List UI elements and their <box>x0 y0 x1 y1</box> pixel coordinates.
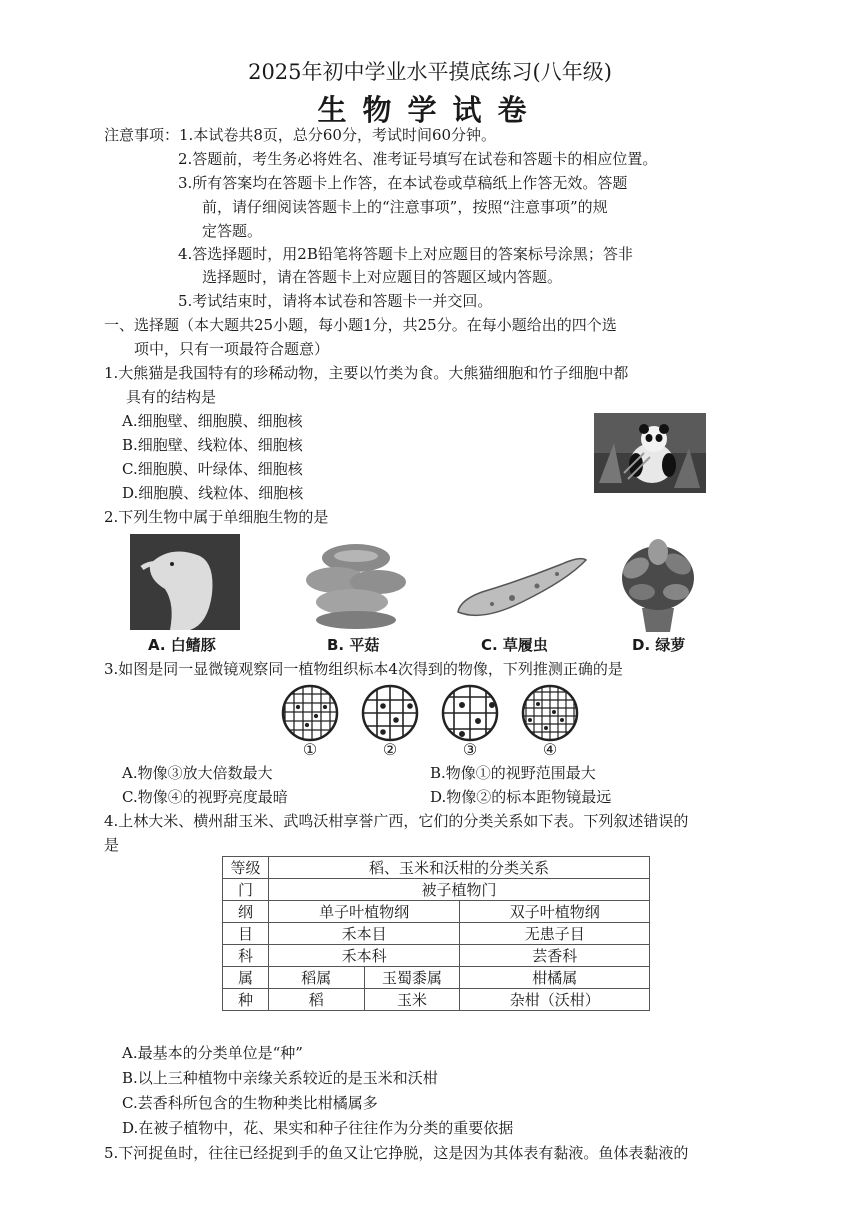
q2-caption-b: B. 平菇 <box>327 636 380 654</box>
notes-block <box>104 124 496 146</box>
q1-stem-line2: 具有的结构是 <box>126 388 217 406</box>
q1-option-b: B.细胞壁、线粒体、细胞核 <box>122 436 303 454</box>
note-2: 2.答题前，考生务必将姓名、准考证号填写在试卷和答题卡的相应位置。 <box>178 150 658 168</box>
q3-option-a: A.物像③放大倍数最大 <box>122 764 273 782</box>
table-cell: 稻属 <box>268 967 364 989</box>
table-cell: 玉米 <box>364 989 460 1011</box>
q2-caption-a: A. 白鳍豚 <box>148 636 216 654</box>
q3-stem: 3.如图是同一显微镜观察同一植物组织标本4次得到的物像，下列推测正确的是 <box>104 660 623 678</box>
paramecium-photo <box>452 552 592 624</box>
q4-option-b: B.以上三种植物中亲缘关系较近的是玉米和沃柑 <box>122 1069 438 1087</box>
table-row <box>223 923 650 945</box>
q1-stem-line1: 1.大熊猫是我国特有的珍稀动物，主要以竹类为食。大熊猫细胞和竹子细胞中都 <box>104 364 629 382</box>
exam-title: 2025年初中学业水平摸底练习(八年级) <box>248 60 612 84</box>
table-row <box>223 945 650 967</box>
table-cell: 科 <box>223 945 269 967</box>
q3-option-b: B.物像①的视野范围最大 <box>430 764 596 782</box>
q4-stem-line1: 4.上林大米、横州甜玉米、武鸣沃柑享誉广西，它们的分类关系如下表。下列叙述错误的 <box>104 812 689 830</box>
table-cell: 无患子目 <box>460 923 650 945</box>
table-row <box>223 901 650 923</box>
note-4a: 4.答选择题时，用2B铅笔将答题卡上对应题目的答案标号涂黑；答非 <box>178 245 633 263</box>
baiji-photo <box>130 534 240 630</box>
exam-subtitle: 生物学试卷 <box>317 93 543 127</box>
microscope-views-figure <box>280 684 580 742</box>
section-heading-line2: 项中，只有一项最符合题意） <box>134 340 330 358</box>
q4-option-d: D.在被子植物中，花、果实和种子往往作为分类的重要依据 <box>122 1119 514 1137</box>
oyster-mushroom-photo <box>296 540 416 630</box>
table-header-relation: 稻、玉米和沃柑的分类关系 <box>268 857 649 879</box>
q4-option-c: C.芸香科所包含的生物种类比柑橘属多 <box>122 1094 378 1112</box>
view-label-3: ③ <box>462 740 478 759</box>
q5-stem: 5.下河捉鱼时，往往已经捉到手的鱼又让它挣脱，这是因为其体表有黏液。鱼体表黏液的 <box>104 1144 689 1162</box>
q1-option-c: C.细胞膜、叶绿体、细胞核 <box>122 460 303 478</box>
view-label-4: ④ <box>542 740 558 759</box>
note-4b: 选择题时，请在答题卡上对应题目的答题区域内答题。 <box>202 268 563 286</box>
table-row <box>223 967 650 989</box>
table-row <box>223 989 650 1011</box>
q4-stem-line2: 是 <box>104 836 120 854</box>
q2-caption-c: C. 草履虫 <box>481 636 548 654</box>
note-1: 1.本试卷共8页，总分60分，考试时间60分钟。 <box>179 126 497 144</box>
pothos-photo <box>612 538 704 634</box>
panda-photo <box>594 413 706 493</box>
q2-caption-d: D. 绿萝 <box>632 636 686 654</box>
table-cell: 被子植物门 <box>268 879 649 901</box>
table-cell: 禾本科 <box>268 945 460 967</box>
table-cell: 杂柑（沃柑） <box>460 989 650 1011</box>
q4-option-a: A.最基本的分类单位是“种” <box>122 1044 303 1062</box>
table-cell: 柑橘属 <box>460 967 650 989</box>
table-cell: 禾本目 <box>268 923 460 945</box>
table-row <box>223 879 650 901</box>
table-cell: 种 <box>223 989 269 1011</box>
table-row <box>223 857 650 879</box>
q2-stem: 2.下列生物中属于单细胞生物的是 <box>104 508 329 526</box>
q1-option-a: A.细胞壁、细胞膜、细胞核 <box>122 412 303 430</box>
view-label-2: ② <box>382 740 398 759</box>
note-5: 5.考试结束时，请将本试卷和答题卡一并交回。 <box>178 292 493 310</box>
section-heading-line1: 一、选择题（本大题共25小题，每小题1分，共25分。在每小题给出的四个选 <box>104 316 617 334</box>
table-cell: 芸香科 <box>460 945 650 967</box>
q3-option-c: C.物像④的视野亮度最暗 <box>122 788 288 806</box>
table-cell: 门 <box>223 879 269 901</box>
note-3b: 前，请仔细阅读答题卡上的“注意事项”，按照“注意事项”的规 <box>202 198 608 216</box>
table-header-rank: 等级 <box>223 857 269 879</box>
table-cell: 纲 <box>223 901 269 923</box>
table-cell: 玉蜀黍属 <box>364 967 460 989</box>
note-3a: 3.所有答案均在答题卡上作答，在本试卷或草稿纸上作答无效。答题 <box>178 174 628 192</box>
table-cell: 目 <box>223 923 269 945</box>
classification-table <box>222 856 650 1011</box>
q3-option-d: D.物像②的标本距物镜最远 <box>430 788 612 806</box>
table-cell: 双子叶植物纲 <box>460 901 650 923</box>
notes-label: 注意事项： <box>104 126 180 144</box>
view-label-1: ① <box>302 740 318 759</box>
table-cell: 单子叶植物纲 <box>268 901 460 923</box>
table-cell: 稻 <box>268 989 364 1011</box>
q1-option-d: D.细胞膜、线粒体、细胞核 <box>122 484 304 502</box>
table-cell: 属 <box>223 967 269 989</box>
note-3c: 定答题。 <box>202 222 263 240</box>
